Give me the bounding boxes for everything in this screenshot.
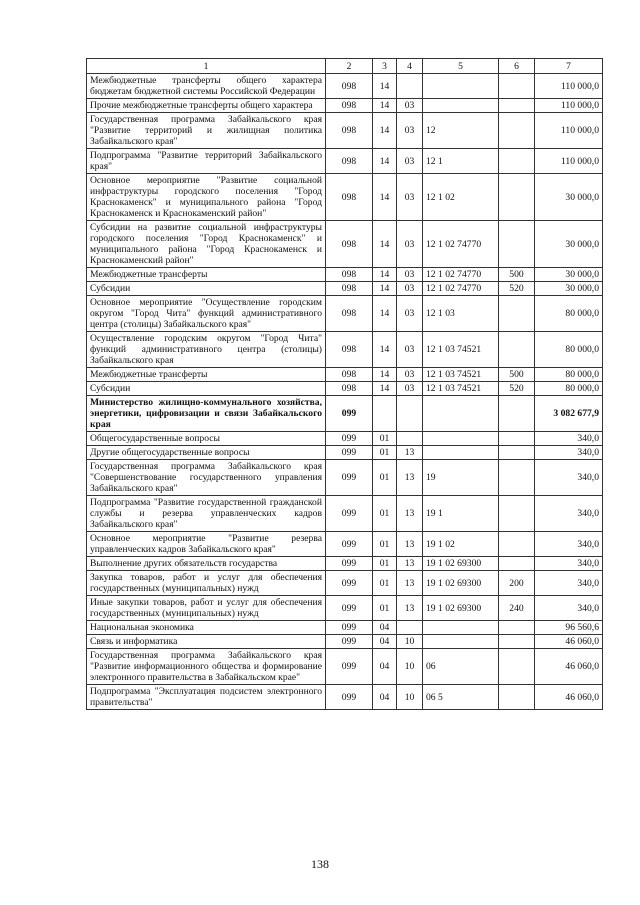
table-row — [87, 99, 603, 113]
target-article-cell: 06 — [423, 649, 499, 685]
section-code-cell: 14 — [373, 296, 397, 332]
page-number: 138 — [311, 857, 329, 871]
row-name-cell: Другие общегосударственные вопросы — [87, 446, 326, 460]
expense-type-cell — [499, 557, 535, 571]
expense-type-cell — [499, 99, 535, 113]
ministry-code-cell: 098 — [326, 268, 373, 282]
subsection-code-cell: 13 — [397, 532, 423, 557]
section-code-cell: 01 — [373, 557, 397, 571]
expense-type-cell — [499, 296, 535, 332]
subsection-code-cell: 13 — [397, 596, 423, 621]
expense-type-cell — [499, 432, 535, 446]
table-row — [87, 446, 603, 460]
expense-type-cell: 520 — [499, 282, 535, 296]
table-row — [87, 635, 603, 649]
ministry-code-cell: 098 — [326, 368, 373, 382]
amount-cell: 80 000,0 — [535, 296, 603, 332]
amount-cell: 30 000,0 — [535, 268, 603, 282]
section-code-cell: 14 — [373, 282, 397, 296]
target-article-cell: 12 1 03 74521 — [423, 332, 499, 368]
amount-cell: 46 060,0 — [535, 649, 603, 685]
table-row — [87, 268, 603, 282]
row-name-cell: Межбюджетные трансферты — [87, 368, 326, 382]
expense-type-cell — [499, 496, 535, 532]
target-article-cell — [423, 635, 499, 649]
section-code-cell: 14 — [373, 268, 397, 282]
target-article-cell — [423, 396, 499, 432]
target-article-cell — [423, 74, 499, 99]
row-name-cell: Осуществление городским округом "Город Чита" функций административного центра (столицы) Забайкальского края — [87, 332, 326, 368]
ministry-code-cell: 098 — [326, 74, 373, 99]
ministry-code-cell: 099 — [326, 446, 373, 460]
expense-type-cell: 500 — [499, 268, 535, 282]
section-code-cell: 14 — [373, 74, 397, 99]
target-article-cell: 12 1 02 74770 — [423, 221, 499, 268]
amount-cell: 340,0 — [535, 432, 603, 446]
amount-cell: 96 560,6 — [535, 621, 603, 635]
target-article-cell: 12 1 — [423, 149, 499, 174]
amount-cell: 110 000,0 — [535, 113, 603, 149]
table-row — [87, 282, 603, 296]
section-code-cell: 01 — [373, 446, 397, 460]
ministry-code-cell: 098 — [326, 174, 373, 221]
amount-cell: 340,0 — [535, 571, 603, 596]
ministry-code-cell: 099 — [326, 635, 373, 649]
section-code-cell: 04 — [373, 685, 397, 710]
expense-type-cell: 520 — [499, 382, 535, 396]
target-article-cell: 12 1 03 74521 — [423, 368, 499, 382]
table-row — [87, 221, 603, 268]
amount-cell: 80 000,0 — [535, 382, 603, 396]
ministry-code-cell: 098 — [326, 113, 373, 149]
row-name-cell: Основное мероприятие "Развитие резерва управленческих кадров Забайкальского края" — [87, 532, 326, 557]
subsection-code-cell — [397, 396, 423, 432]
subsection-code-cell: 13 — [397, 460, 423, 496]
row-name-cell: Связь и информатика — [87, 635, 326, 649]
target-article-cell: 12 — [423, 113, 499, 149]
expense-type-cell — [499, 174, 535, 221]
column-header: 4 — [397, 59, 423, 74]
target-article-cell — [423, 99, 499, 113]
table-row — [87, 496, 603, 532]
target-article-cell: 19 1 — [423, 496, 499, 532]
table-row — [87, 149, 603, 174]
table-row — [87, 74, 603, 99]
column-header: 6 — [499, 59, 535, 74]
table-row — [87, 460, 603, 496]
subsection-code-cell: 03 — [397, 174, 423, 221]
expense-type-cell: 200 — [499, 571, 535, 596]
expense-type-cell — [499, 149, 535, 174]
section-code-cell: 04 — [373, 635, 397, 649]
subsection-code-cell: 13 — [397, 496, 423, 532]
amount-cell: 46 060,0 — [535, 685, 603, 710]
row-name-cell: Закупка товаров, работ и услуг для обеспечения государственных (муниципальных) нужд — [87, 571, 326, 596]
table-row — [87, 368, 603, 382]
amount-cell: 110 000,0 — [535, 99, 603, 113]
expense-type-cell — [499, 685, 535, 710]
subsection-code-cell: 03 — [397, 382, 423, 396]
subsection-code-cell — [397, 74, 423, 99]
table-body — [87, 74, 603, 710]
table-row — [87, 557, 603, 571]
table-row — [87, 532, 603, 557]
row-name-cell: Выполнение других обязательств государства — [87, 557, 326, 571]
subsection-code-cell: 03 — [397, 149, 423, 174]
amount-cell: 340,0 — [535, 557, 603, 571]
row-name-cell: Основное мероприятие "Осуществление городским округом "Город Чита" функций административного центра (столицы) Забайкальского края" — [87, 296, 326, 332]
amount-cell: 340,0 — [535, 446, 603, 460]
target-article-cell: 12 1 03 74521 — [423, 382, 499, 396]
expense-type-cell — [499, 649, 535, 685]
section-code-cell: 04 — [373, 649, 397, 685]
section-code-cell: 01 — [373, 496, 397, 532]
column-header: 1 — [87, 59, 326, 74]
ministry-code-cell: 098 — [326, 382, 373, 396]
amount-cell: 80 000,0 — [535, 332, 603, 368]
ministry-code-cell: 099 — [326, 649, 373, 685]
subsection-code-cell: 03 — [397, 282, 423, 296]
ministry-code-cell: 099 — [326, 532, 373, 557]
target-article-cell: 19 1 02 69300 — [423, 596, 499, 621]
row-name-cell: Прочие межбюджетные трансферты общего характера — [87, 99, 326, 113]
subsection-code-cell: 03 — [397, 268, 423, 282]
subsection-code-cell: 03 — [397, 296, 423, 332]
amount-cell: 30 000,0 — [535, 174, 603, 221]
table-row — [87, 382, 603, 396]
table-row — [87, 174, 603, 221]
section-code-cell: 14 — [373, 149, 397, 174]
table-row — [87, 396, 603, 432]
section-code-cell: 14 — [373, 368, 397, 382]
amount-cell: 110 000,0 — [535, 74, 603, 99]
row-name-cell: Межбюджетные трансферты общего характера бюджетам бюджетной системы Российской Федерации — [87, 74, 326, 99]
expense-type-cell — [499, 532, 535, 557]
target-article-cell: 06 5 — [423, 685, 499, 710]
ministry-code-cell: 099 — [326, 571, 373, 596]
expense-type-cell: 240 — [499, 596, 535, 621]
expense-type-cell — [499, 635, 535, 649]
section-code-cell: 04 — [373, 621, 397, 635]
section-code-cell: 01 — [373, 571, 397, 596]
expense-type-cell — [499, 74, 535, 99]
section-code-cell: 01 — [373, 532, 397, 557]
subsection-code-cell: 03 — [397, 368, 423, 382]
row-name-cell: Подпрограмма "Развитие территорий Забайкальского края" — [87, 149, 326, 174]
ministry-code-cell: 099 — [326, 557, 373, 571]
table-row — [87, 332, 603, 368]
target-article-cell: 19 1 02 — [423, 532, 499, 557]
subsection-code-cell: 03 — [397, 332, 423, 368]
ministry-code-cell: 099 — [326, 596, 373, 621]
table-row — [87, 113, 603, 149]
subsection-code-cell: 10 — [397, 635, 423, 649]
amount-cell: 3 082 677,9 — [535, 396, 603, 432]
subsection-code-cell: 03 — [397, 99, 423, 113]
section-code-cell: 14 — [373, 113, 397, 149]
target-article-cell: 19 1 02 69300 — [423, 571, 499, 596]
subsection-code-cell: 10 — [397, 649, 423, 685]
budget-table — [86, 58, 603, 710]
section-code-cell: 14 — [373, 221, 397, 268]
section-code-cell: 01 — [373, 596, 397, 621]
section-code-cell: 01 — [373, 460, 397, 496]
ministry-code-cell: 099 — [326, 396, 373, 432]
table-row — [87, 685, 603, 710]
target-article-cell: 12 1 02 — [423, 174, 499, 221]
row-name-cell: Государственная программа Забайкальского края "Развитие информационного общества и формирование электронного правительства в Забайкальском крае" — [87, 649, 326, 685]
row-name-cell: Субсидии на развитие социальной инфраструктуры городского поселения "Город Краснокаменск" и муниципального района "Город Краснокаменск и Краснокаменский район" — [87, 221, 326, 268]
section-code-cell: 14 — [373, 99, 397, 113]
expense-type-cell — [499, 621, 535, 635]
section-code-cell: 14 — [373, 332, 397, 368]
expense-type-cell — [499, 221, 535, 268]
amount-cell: 340,0 — [535, 460, 603, 496]
amount-cell: 340,0 — [535, 596, 603, 621]
amount-cell: 340,0 — [535, 496, 603, 532]
subsection-code-cell: 10 — [397, 685, 423, 710]
ministry-code-cell: 098 — [326, 149, 373, 174]
table-header-row — [87, 59, 603, 74]
amount-cell: 110 000,0 — [535, 149, 603, 174]
row-name-cell: Субсидии — [87, 282, 326, 296]
section-code-cell: 14 — [373, 174, 397, 221]
table-row — [87, 571, 603, 596]
amount-cell: 46 060,0 — [535, 635, 603, 649]
row-name-cell: Основное мероприятие "Развитие социальной инфраструктуры городского поселения "Город Краснокаменск" и муниципального района "Город Краснокаменск и Краснокаменский район" — [87, 174, 326, 221]
target-article-cell: 12 1 03 — [423, 296, 499, 332]
section-code-cell: 14 — [373, 382, 397, 396]
ministry-code-cell: 099 — [326, 460, 373, 496]
table-row — [87, 432, 603, 446]
column-header: 7 — [535, 59, 603, 74]
column-header: 5 — [423, 59, 499, 74]
section-code-cell: 01 — [373, 432, 397, 446]
ministry-code-cell: 098 — [326, 99, 373, 113]
target-article-cell: 19 1 02 69300 — [423, 557, 499, 571]
ministry-code-cell: 098 — [326, 282, 373, 296]
ministry-code-cell: 098 — [326, 296, 373, 332]
subsection-code-cell: 13 — [397, 571, 423, 596]
table-row — [87, 649, 603, 685]
row-name-cell: Субсидии — [87, 382, 326, 396]
expense-type-cell — [499, 396, 535, 432]
target-article-cell — [423, 432, 499, 446]
amount-cell: 30 000,0 — [535, 282, 603, 296]
row-name-cell: Национальная экономика — [87, 621, 326, 635]
target-article-cell: 12 1 02 74770 — [423, 268, 499, 282]
ministry-code-cell: 099 — [326, 685, 373, 710]
target-article-cell — [423, 621, 499, 635]
ministry-code-cell: 098 — [326, 332, 373, 368]
row-name-cell: Иные закупки товаров, работ и услуг для обеспечения государственных (муниципальных) нужд — [87, 596, 326, 621]
amount-cell: 80 000,0 — [535, 368, 603, 382]
column-header: 2 — [326, 59, 373, 74]
amount-cell: 340,0 — [535, 532, 603, 557]
expense-type-cell — [499, 332, 535, 368]
ministry-code-cell: 099 — [326, 496, 373, 532]
subsection-code-cell: 03 — [397, 221, 423, 268]
row-name-cell: Межбюджетные трансферты — [87, 268, 326, 282]
column-header: 3 — [373, 59, 397, 74]
table-row — [87, 296, 603, 332]
expense-type-cell — [499, 446, 535, 460]
row-name-cell: Общегосударственные вопросы — [87, 432, 326, 446]
ministry-code-cell: 099 — [326, 621, 373, 635]
target-article-cell — [423, 446, 499, 460]
subsection-code-cell: 13 — [397, 557, 423, 571]
table-row — [87, 596, 603, 621]
row-name-cell: Подпрограмма "Эксплуатация подсистем электронного правительства" — [87, 685, 326, 710]
expense-type-cell: 500 — [499, 368, 535, 382]
section-code-cell — [373, 396, 397, 432]
target-article-cell: 12 1 02 74770 — [423, 282, 499, 296]
row-name-cell: Государственная программа Забайкальского края "Развитие территорий и жилищная политика Забайкальского края" — [87, 113, 326, 149]
expense-type-cell — [499, 460, 535, 496]
row-name-cell: Государственная программа Забайкальского края "Совершенствование государственного управления Забайкальского края" — [87, 460, 326, 496]
amount-cell: 30 000,0 — [535, 221, 603, 268]
subsection-code-cell — [397, 432, 423, 446]
subsection-code-cell: 03 — [397, 113, 423, 149]
subsection-code-cell — [397, 621, 423, 635]
ministry-code-cell: 098 — [326, 221, 373, 268]
subsection-code-cell: 13 — [397, 446, 423, 460]
table-row — [87, 621, 603, 635]
ministry-code-cell: 099 — [326, 432, 373, 446]
expense-type-cell — [499, 113, 535, 149]
row-name-cell: Подпрограмма "Развитие государственной гражданской службы и резерва управленческих кадров Забайкальского края" — [87, 496, 326, 532]
target-article-cell: 19 — [423, 460, 499, 496]
row-name-cell: Министерство жилищно-коммунального хозяйства, энергетики, цифровизации и связи Забайкальского края — [87, 396, 326, 432]
